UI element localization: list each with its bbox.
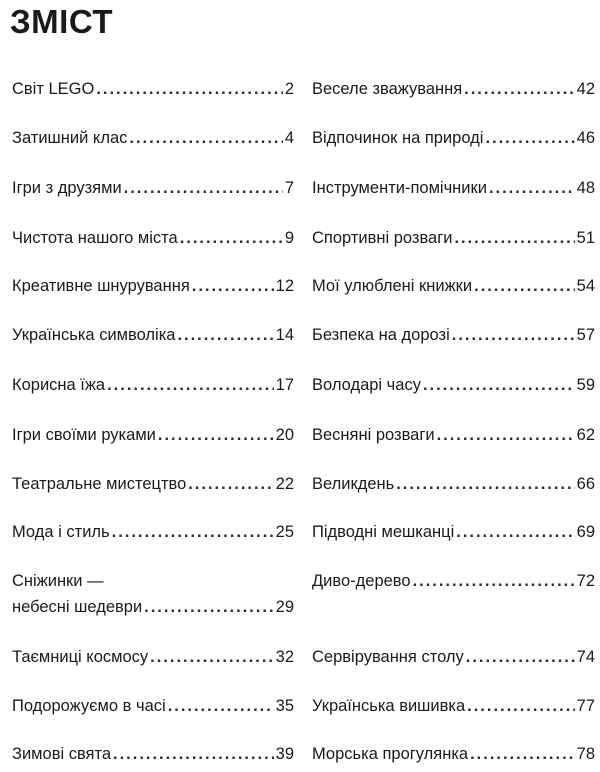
- toc-entry-title: Ігри своїми руками: [12, 426, 156, 444]
- toc-entry[interactable]: [12, 425, 294, 445]
- toc-page-number: 17: [275, 376, 294, 394]
- toc-entry-title: Затишний клас: [12, 129, 128, 147]
- toc-entry-title: Театральне мистецтво: [12, 475, 187, 493]
- toc-entry-title: Володарі часу: [312, 376, 421, 394]
- toc-page-number: 25: [275, 523, 294, 541]
- toc-entry[interactable]: [12, 276, 294, 296]
- dot-leader: [467, 696, 574, 716]
- toc-entry-title: Корисна їжа: [12, 376, 106, 394]
- toc-entry[interactable]: [12, 178, 294, 198]
- toc-page-number: 9: [284, 229, 294, 247]
- toc-entry-title: Безпека на дорозі: [312, 326, 450, 344]
- toc-entry-title: Українська символіка: [12, 326, 176, 344]
- dot-leader: [413, 571, 575, 591]
- toc-page-number: 48: [576, 179, 595, 197]
- toc-entry-title: Креативне шнурування: [12, 277, 190, 295]
- toc-page-number: 29: [275, 598, 294, 616]
- dot-leader: [150, 647, 273, 667]
- toc-entry[interactable]: [12, 325, 294, 345]
- toc-entry[interactable]: [312, 696, 595, 716]
- toc-entry-title: Спортивні розваги: [312, 229, 453, 247]
- toc-entry-title: небесні шедеври: [12, 598, 143, 616]
- toc-entry-title: Підводні мешканці: [312, 523, 455, 541]
- toc-entry-two-line[interactable]: [12, 571, 294, 617]
- dot-leader: [177, 325, 273, 345]
- toc-entry[interactable]: [312, 228, 595, 248]
- toc-entry[interactable]: [312, 128, 595, 148]
- toc-page-number: 7: [284, 179, 294, 197]
- toc-entry-title: Інструменти-помічники: [312, 179, 487, 197]
- toc-page-number: 62: [576, 426, 595, 444]
- page-title: ЗМІСТ: [10, 3, 113, 40]
- toc-page-number: 42: [576, 80, 595, 98]
- toc-entry[interactable]: [12, 228, 294, 248]
- dot-leader: [192, 276, 274, 296]
- dot-leader: [158, 425, 274, 445]
- toc-entry[interactable]: [312, 744, 595, 764]
- toc-page-number: 54: [576, 277, 595, 295]
- toc-entry-title: Мода і стиль: [12, 523, 110, 541]
- toc-entry[interactable]: [12, 522, 294, 542]
- dot-leader: [423, 375, 575, 395]
- toc-entry[interactable]: [312, 425, 595, 445]
- dot-leader: [396, 474, 574, 494]
- dot-leader: [96, 79, 282, 99]
- dot-leader: [470, 744, 575, 764]
- toc-entry-title: Таємниці космосу: [12, 648, 149, 666]
- toc-entry[interactable]: [312, 178, 595, 198]
- toc-entry-title: Великдень: [312, 475, 395, 493]
- toc-entry-title: Подорожуємо в часі: [12, 697, 166, 715]
- dot-leader: [456, 522, 574, 542]
- dot-leader: [485, 128, 574, 148]
- toc-entry[interactable]: [312, 276, 595, 296]
- toc-entry[interactable]: [12, 375, 294, 395]
- dot-leader: [180, 228, 283, 248]
- toc-page-number: 57: [576, 326, 595, 344]
- toc-page-number: 4: [284, 129, 294, 147]
- toc-page-number: 14: [275, 326, 294, 344]
- toc-entry[interactable]: [312, 647, 595, 667]
- toc-entry-title-line1: Сніжинки —: [12, 572, 104, 590]
- dot-leader: [452, 325, 575, 345]
- toc-entry-title: Українська вишивка: [312, 697, 466, 715]
- toc-entry[interactable]: [312, 325, 595, 345]
- dot-leader: [168, 696, 274, 716]
- toc-page-number: 59: [576, 376, 595, 394]
- toc-page-number: 78: [576, 745, 595, 763]
- toc-entry-title: Зимові свята: [12, 745, 112, 763]
- toc-entry[interactable]: [12, 744, 294, 764]
- toc-entry-title: Диво-дерево: [312, 572, 411, 590]
- dot-leader: [144, 597, 273, 617]
- toc-page-number: 32: [275, 648, 294, 666]
- dot-leader: [112, 522, 274, 542]
- toc-page-number: 20: [275, 426, 294, 444]
- dot-leader: [474, 276, 575, 296]
- toc-page-number: 39: [275, 745, 294, 763]
- toc-entry[interactable]: [312, 375, 595, 395]
- toc-page-number: 69: [576, 523, 595, 541]
- toc-page-number: 51: [576, 229, 595, 247]
- dot-leader: [107, 375, 274, 395]
- toc-page-number: 2: [284, 80, 294, 98]
- dot-leader: [454, 228, 574, 248]
- dot-leader: [113, 744, 274, 764]
- dot-leader: [129, 128, 282, 148]
- toc-page-number: 12: [275, 277, 294, 295]
- toc-page-number: 22: [275, 475, 294, 493]
- toc-entry[interactable]: [12, 696, 294, 716]
- toc-entry-title: Мої улюблені книжки: [312, 277, 473, 295]
- toc-page-number: 74: [576, 648, 595, 666]
- toc-entry[interactable]: [312, 474, 595, 494]
- dot-leader: [466, 647, 575, 667]
- toc-entry[interactable]: [312, 79, 595, 99]
- toc-entry[interactable]: [12, 647, 294, 667]
- dot-leader: [188, 474, 273, 494]
- toc-entry[interactable]: [312, 571, 595, 591]
- toc-entry-title: Веселе зважування: [312, 80, 463, 98]
- dot-leader: [464, 79, 574, 99]
- toc-entry[interactable]: [12, 128, 294, 148]
- toc-entry-title: Чистота нашого міста: [12, 229, 178, 247]
- toc-page-number: 46: [576, 129, 595, 147]
- dot-leader: [437, 425, 575, 445]
- toc-page-number: 35: [275, 697, 294, 715]
- toc-entry[interactable]: [12, 79, 294, 99]
- toc-entry-title: Сервірування столу: [312, 648, 464, 666]
- toc-entry-title: Відпочинок на природі: [312, 129, 484, 147]
- toc-entry-title: Морська прогулянка: [312, 745, 469, 763]
- dot-leader: [489, 178, 575, 198]
- toc-entry-title: Ігри з друзями: [12, 179, 122, 197]
- toc-page-number: 77: [576, 697, 595, 715]
- toc-entry[interactable]: [12, 474, 294, 494]
- toc-entry[interactable]: [312, 522, 595, 542]
- toc-entry-title: Світ LEGO: [12, 80, 95, 98]
- toc-page-number: 66: [576, 475, 595, 493]
- toc-entry-title: Весняні розваги: [312, 426, 435, 444]
- dot-leader: [124, 178, 283, 198]
- toc-page-number: 72: [576, 572, 595, 590]
